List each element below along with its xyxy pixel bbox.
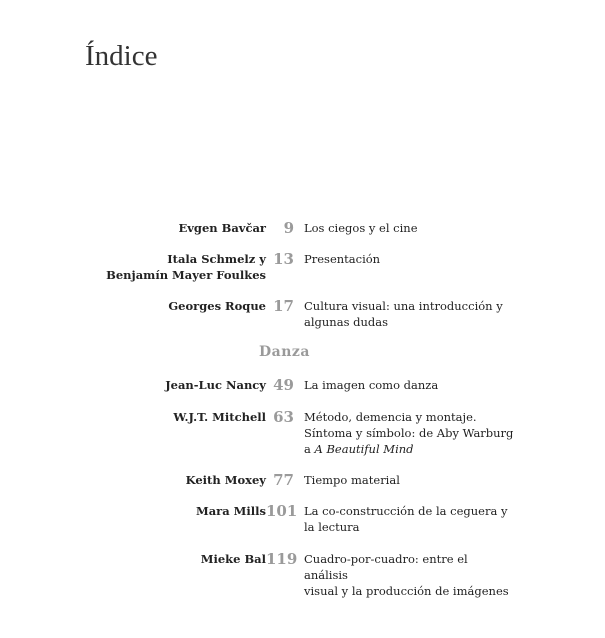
entry-author: Jean-Luc Nancy bbox=[165, 378, 266, 392]
entry-author: Mieke Bal bbox=[200, 552, 266, 566]
entry-title-line: Síntoma y símbolo: de Aby Warburg bbox=[304, 426, 514, 440]
entry-title-italic: A Beautiful Mind bbox=[314, 442, 414, 456]
entry-title-line: la lectura bbox=[304, 520, 360, 534]
entry-title-line: algunas dudas bbox=[304, 315, 389, 329]
entry-author: Mara Mills bbox=[195, 504, 266, 518]
entry-page-number: 13 bbox=[273, 250, 294, 268]
entry-title-line: La co-construcción de la ceguera y bbox=[304, 504, 508, 518]
entry-author: Georges Roque bbox=[168, 299, 266, 313]
entry-page-number: 63 bbox=[273, 408, 294, 426]
entry-title-line: Cuadro-por-cuadro: entre el análisis bbox=[304, 552, 468, 582]
entry-title bbox=[304, 503, 514, 535]
entry-title: La imagen como danza bbox=[304, 378, 439, 392]
entry-author: Keith Moxey bbox=[185, 473, 266, 487]
entry-title-line bbox=[304, 441, 514, 457]
entry-author-line2: Benjamín Mayer Foulkes bbox=[106, 268, 266, 282]
entry-title-line: Cultura visual: una introducción y bbox=[304, 299, 503, 313]
entry-title bbox=[304, 551, 514, 599]
entry-page-number: 101 bbox=[266, 502, 298, 520]
entry-title: Los ciegos y el cine bbox=[304, 221, 418, 235]
entry-page-number: 9 bbox=[283, 219, 294, 237]
entry-title: Tiempo material bbox=[304, 473, 400, 487]
entry-page-number: 17 bbox=[273, 297, 294, 315]
entry-title bbox=[304, 409, 514, 457]
entry-title-line: Método, demencia y montaje. bbox=[304, 410, 477, 424]
entry-title: Presentación bbox=[304, 252, 381, 266]
entry-page-number: 119 bbox=[266, 550, 298, 568]
entry-title bbox=[304, 298, 514, 330]
entry-author: Itala Schmelz y bbox=[167, 252, 266, 266]
page-title: Índice bbox=[85, 40, 158, 72]
section-heading: Danza bbox=[259, 344, 310, 360]
entry-page-number: 77 bbox=[273, 471, 294, 489]
entry-title-line: visual y la producción de imágenes bbox=[304, 584, 509, 598]
entry-page-number: 49 bbox=[273, 376, 294, 394]
entry-author: Evgen Bavčar bbox=[178, 221, 266, 235]
entry-author: W.J.T. Mitchell bbox=[173, 410, 266, 424]
entry-title-prefix: a bbox=[304, 442, 315, 456]
